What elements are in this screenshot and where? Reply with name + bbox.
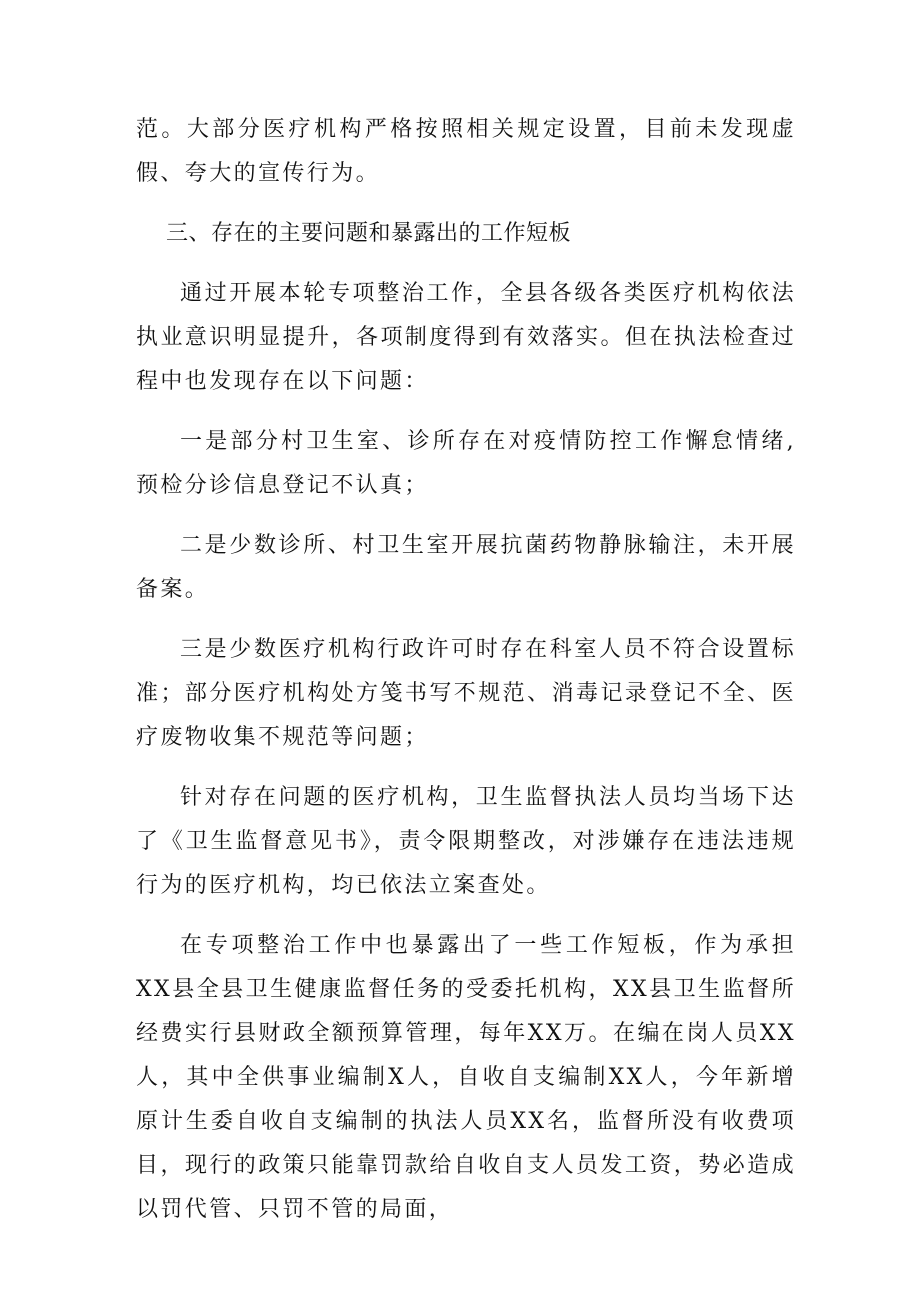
paragraph-issue-1: 一是部分村卫生室、诊所存在对疫情防控工作懈怠情绪,预检分诊信息登记不认真； — [136, 429, 796, 498]
paragraph-shortcomings: 在专项整治工作中也暴露出了一些工作短板，作为承担XX县全县卫生健康监督任务的受委托机构，XX县卫生监督所经费实行县财政全额预算管理，每年XX万。在编在岗人员XX人，其中全供事业编制X人，自收自支编制XX人，今年新增原计生委自收自支编制的执法人员XX名，监督所没有收费项目，现行的政策只能靠罚款给自收自支人员发工资，势必造成以罚代管、只罚不管的局面， — [136, 933, 796, 1222]
paragraph-response: 针对存在问题的医疗机构，卫生监督执法人员均当场下达了《卫生监督意见书》，责令限期整改，对涉嫌存在违法违规行为的医疗机构，均已依法立案查处。 — [136, 785, 796, 898]
paragraph-continued: 范。大部分医疗机构严格按照相关规定设置，目前未发现虚假、夸大的宣传行为。 — [136, 117, 796, 186]
paragraph-issue-3: 三是少数医疗机构行政许可时存在科室人员不符合设置标准；部分医疗机构处方笺书写不规范、消毒记录登记不全、医疗废物收集不规范等问题； — [136, 637, 796, 750]
paragraph-issue-2: 二是少数诊所、村卫生室开展抗菌药物静脉输注，未开展备案。 — [136, 533, 796, 602]
paragraph-intro: 通过开展本轮专项整治工作，全县各级各类医疗机构依法执业意识明显提升，各项制度得到有效落实。但在执法检查过程中也发现存在以下问题： — [136, 281, 796, 394]
section-heading: 三、存在的主要问题和暴露出的工作短板 — [166, 221, 572, 246]
